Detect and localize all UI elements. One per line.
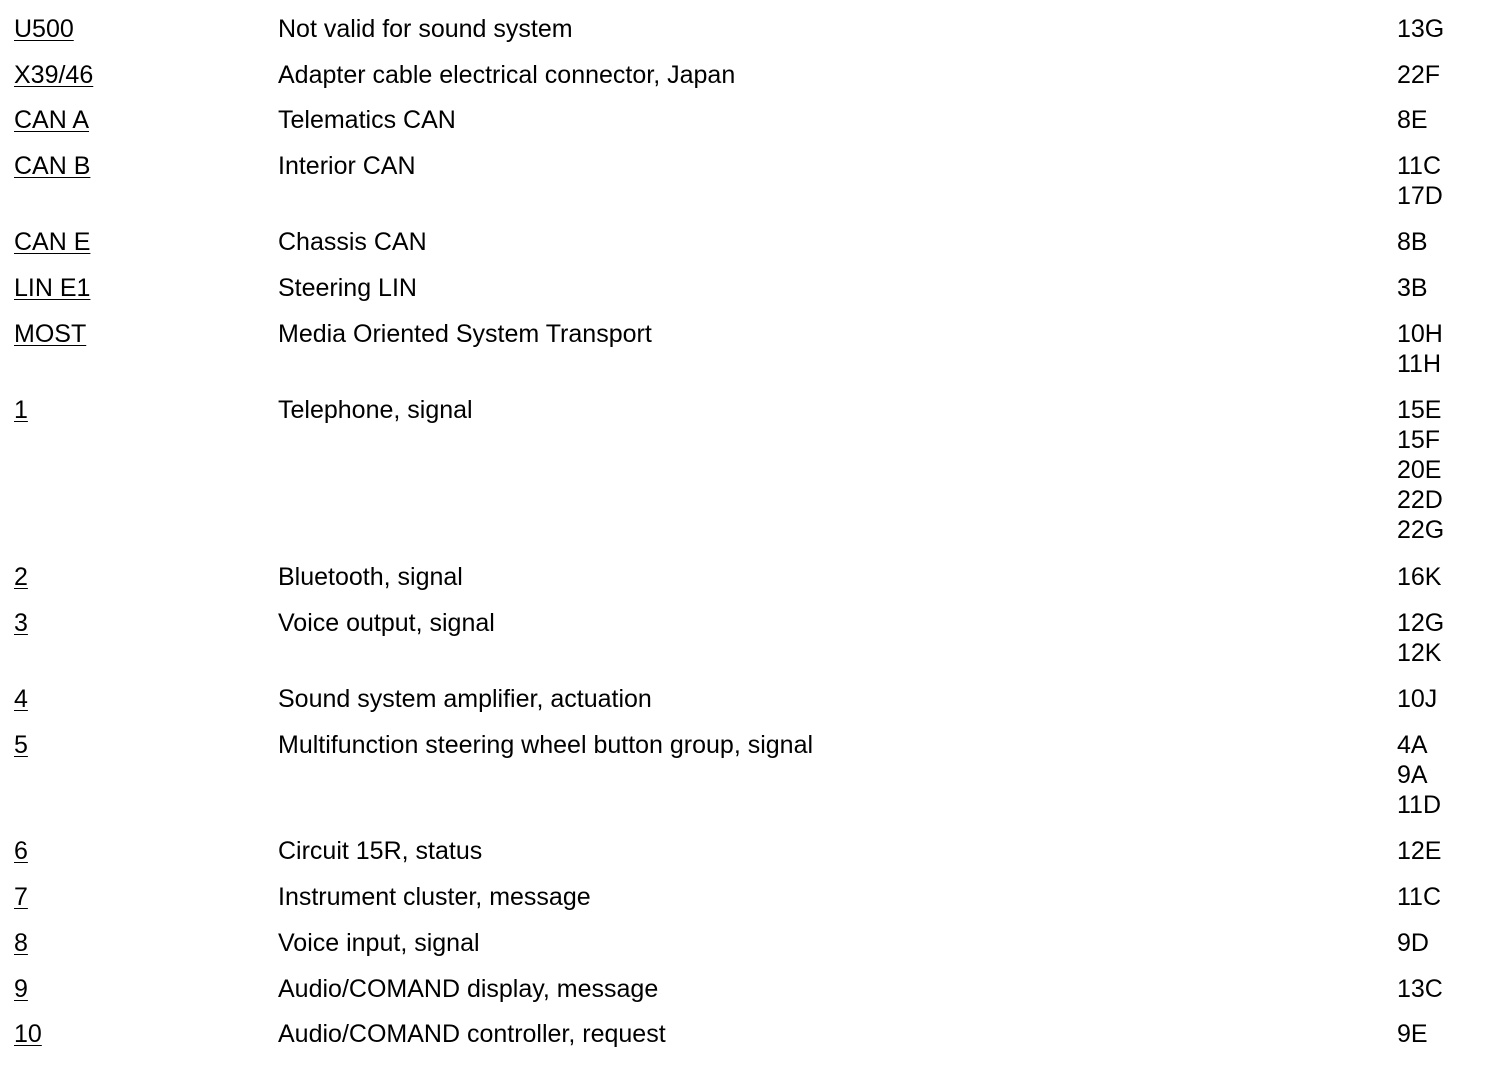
grid-ref: 8B <box>1397 228 1428 256</box>
row-description: Audio/COMAND display, message <box>278 975 659 1003</box>
row-code-link[interactable]: 1 <box>14 396 28 424</box>
row-code-link[interactable]: 3 <box>14 609 28 637</box>
row-code-link[interactable]: 9 <box>14 975 28 1003</box>
row-code-link[interactable]: 10 <box>14 1020 42 1048</box>
grid-ref: 11C <box>1397 152 1442 180</box>
row-code-link[interactable]: U500 <box>14 15 74 43</box>
row-description: Instrument cluster, message <box>278 883 591 911</box>
row-grid-refs <box>1397 684 1437 714</box>
row-description: Media Oriented System Transport <box>278 320 652 348</box>
grid-ref: 22F <box>1397 61 1441 89</box>
row-code-link[interactable]: 8 <box>14 929 28 957</box>
row-description: Steering LIN <box>278 274 417 302</box>
row-description: Audio/COMAND controller, request <box>278 1020 666 1048</box>
row-description: Adapter cable electrical connector, Japan <box>278 61 736 89</box>
grid-ref: 9A <box>1397 761 1428 789</box>
grid-ref: 13G <box>1397 15 1445 43</box>
grid-ref: 4A <box>1397 731 1428 759</box>
grid-ref: 12E <box>1397 837 1442 865</box>
row-grid-refs <box>1397 730 1441 820</box>
row-code-link[interactable]: MOST <box>14 320 87 348</box>
row-grid-refs <box>1397 319 1443 379</box>
row-description: Voice output, signal <box>278 609 495 637</box>
row-grid-refs <box>1397 974 1443 1004</box>
grid-ref: 22D <box>1397 486 1443 514</box>
row-code-link[interactable]: 6 <box>14 837 28 865</box>
grid-ref: 11D <box>1397 791 1442 819</box>
row-code-link[interactable]: 4 <box>14 685 28 713</box>
row-code-link[interactable]: 5 <box>14 731 28 759</box>
grid-ref: 9E <box>1397 1020 1428 1048</box>
row-grid-refs <box>1397 273 1428 303</box>
row-grid-refs <box>1397 105 1428 135</box>
row-description: Telephone, signal <box>278 396 473 424</box>
row-code-link[interactable]: 7 <box>14 883 28 911</box>
row-description: Multifunction steering wheel button group, signal <box>278 731 814 759</box>
row-grid-refs <box>1397 836 1441 866</box>
row-description: Interior CAN <box>278 152 416 180</box>
row-grid-refs <box>1397 14 1444 44</box>
grid-ref: 16K <box>1397 563 1442 591</box>
grid-ref: 10J <box>1397 685 1438 713</box>
grid-ref: 17D <box>1397 182 1443 210</box>
row-description: Telematics CAN <box>278 106 456 134</box>
row-description: Bluetooth, signal <box>278 563 463 591</box>
row-description: Not valid for sound system <box>278 15 573 43</box>
grid-ref: 11H <box>1397 350 1442 378</box>
row-grid-refs <box>1397 151 1443 211</box>
row-grid-refs <box>1397 1019 1428 1049</box>
grid-ref: 9D <box>1397 929 1429 957</box>
row-grid-refs <box>1397 395 1444 545</box>
grid-ref: 13C <box>1397 975 1443 1003</box>
grid-ref: 10H <box>1397 320 1443 348</box>
row-grid-refs <box>1397 227 1428 257</box>
row-description: Sound system amplifier, actuation <box>278 685 652 713</box>
grid-ref: 8E <box>1397 106 1428 134</box>
row-grid-refs <box>1397 928 1429 958</box>
row-grid-refs <box>1397 882 1441 912</box>
row-code-link[interactable]: 2 <box>14 563 28 591</box>
row-code-link[interactable]: X39/46 <box>14 61 94 89</box>
row-code-link[interactable]: LIN E1 <box>14 274 91 302</box>
grid-ref: 15F <box>1397 426 1441 454</box>
row-code-link[interactable]: CAN E <box>14 228 91 256</box>
row-description: Voice input, signal <box>278 929 480 957</box>
grid-ref: 22G <box>1397 516 1445 544</box>
row-description: Circuit 15R, status <box>278 837 483 865</box>
row-grid-refs <box>1397 608 1444 668</box>
grid-ref: 12G <box>1397 609 1445 637</box>
row-grid-refs <box>1397 562 1441 592</box>
grid-ref: 3B <box>1397 274 1428 302</box>
grid-ref: 15E <box>1397 396 1442 424</box>
row-description: Chassis CAN <box>278 228 427 256</box>
row-code-link[interactable]: CAN A <box>14 106 90 134</box>
row-grid-refs <box>1397 60 1440 90</box>
grid-ref: 11C <box>1397 883 1442 911</box>
grid-ref: 12K <box>1397 639 1442 667</box>
grid-ref: 20E <box>1397 456 1442 484</box>
row-code-link[interactable]: CAN B <box>14 152 91 180</box>
